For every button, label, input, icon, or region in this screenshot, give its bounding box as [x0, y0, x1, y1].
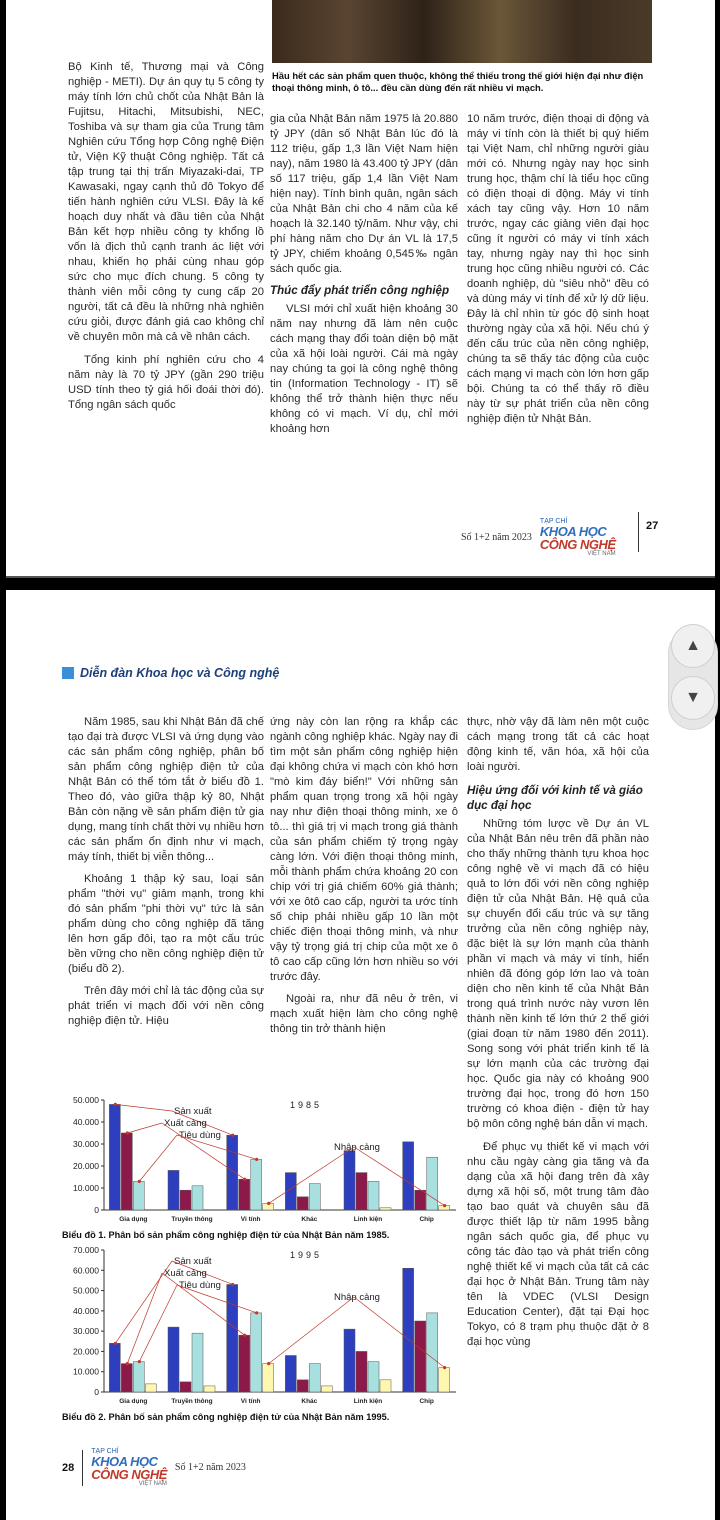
legend-pointer-dot — [114, 1103, 117, 1106]
article-photo — [272, 0, 652, 63]
paragraph: gia của Nhật Bản năm 1975 là 20.880 tỷ JPY (dân số Nhật Bản lúc đó là 112 triệu, gấp 1,3 lần Việt Nam hiện nay), năm 1980 là 43.400 tỷ JPY (dân số 117 triệu, gấp 1,4 lần Việt Nam hiện nay). Tính bình quân, ngân sách của Nhật Bản chi cho 4 năm của kế hoạch là 32.140 tỷ/năm. Như vậy, chi phí hàng năm cho Dự án VL là 17,5 tỷ JPY, chiếm khoảng 0,545‰ ngân sách quốc gia. — [270, 113, 458, 275]
y-tick-label: 0 — [94, 1387, 99, 1397]
x-tick-label: Linh kiện — [353, 1216, 383, 1223]
bar-tiêu-dùng — [251, 1313, 262, 1392]
bar-sản-xuất — [227, 1135, 238, 1210]
legend-pointer-dot — [126, 1362, 129, 1365]
page27-footer — [461, 518, 616, 557]
bar-tiêu-dùng — [133, 1362, 144, 1392]
issue-label: Số 1+2 năm 2023 — [174, 1462, 246, 1473]
bar-sản-xuất — [109, 1343, 120, 1392]
legend-pointer-dot — [138, 1360, 141, 1363]
bar-tiêu-dùng — [309, 1184, 320, 1210]
y-tick-label: 20.000 — [73, 1161, 99, 1171]
legend-label: Tiêu dùng — [179, 1280, 221, 1291]
section-heading: Thúc đẩy phát triển công nghiệp — [270, 284, 450, 297]
legend-label: Nhập cảng — [334, 1292, 380, 1303]
page27-column-1 — [68, 60, 264, 413]
legend-pointer-dot — [267, 1202, 270, 1205]
chart-title: 1995 — [290, 1250, 323, 1260]
legend-label: Nhập cảng — [334, 1142, 380, 1153]
y-tick-label: 30.000 — [73, 1139, 99, 1149]
x-tick-label: Chip — [419, 1216, 434, 1223]
logo-top: TẠP CHÍ — [539, 518, 568, 525]
x-tick-label: Khác — [301, 1216, 318, 1223]
legend-pointer-dot — [231, 1283, 234, 1286]
y-tick-label: 50.000 — [73, 1095, 99, 1105]
legend-label: Sản xuất — [174, 1106, 212, 1117]
legend-pointer-dot — [114, 1342, 117, 1345]
bar-xuất-cảng — [239, 1179, 250, 1210]
bar-xuất-cảng — [415, 1190, 426, 1210]
bar-xuất-cảng — [297, 1380, 308, 1392]
legend-label: Tiêu dùng — [179, 1130, 221, 1141]
y-tick-label: 0 — [94, 1205, 99, 1215]
legend-pointer-dot — [255, 1158, 258, 1161]
paragraph: thực, nhờ vậy đã làm nên một cuộc cách mạng trong tất cả các hoạt động kinh tế, văn hóa, xã hội của loài người. — [467, 716, 649, 773]
logo-line2: CÔNG NGHỆ — [91, 1467, 167, 1482]
legend-pointer-dot — [267, 1362, 270, 1365]
y-tick-label: 40.000 — [73, 1305, 99, 1316]
y-tick-label: 70.000 — [73, 1245, 99, 1255]
bar-tiêu-dùng — [427, 1313, 438, 1392]
x-tick-label: Vi tính — [240, 1216, 261, 1223]
bar-nhập-cảng — [439, 1368, 450, 1392]
page-27 — [6, 0, 715, 578]
bar-tiêu-dùng — [251, 1159, 262, 1210]
bar-tiêu-dùng — [368, 1362, 379, 1392]
paragraph: ứng này còn lan rộng ra khắp các ngành công nghiệp khác. Ngày nay đi tìm một sản phẩm công nghiệp hiện đại không chứa vi mạch còn khó hơn "mò kim đáy biển!" Với những sản phẩm quan trọng trong xã hội ngày nay như điện thoại thông minh, xe ô tô... thì giá trị vi mạch trong giá thành của sản phẩm chiếm tỷ trọng ngày càng lớn. Với điện thoại thông minh, mỗi thành phẩm chứa khoảng 20 con chip với trị giá chiếm 60% giá thành; với xe ôtô cao cấp, người ta ước tính số chip phải nhiều gấp 10 lần một chiếc điện thoại thông minh, và như vậy tỷ trọng giá trị chip của một xe ô tô cao cấp cũng lớn hơn nhiều so với trước đây. — [270, 716, 458, 983]
x-tick-label: Truyền thông — [171, 1398, 213, 1405]
paragraph: Năm 1985, sau khi Nhật Bản đã chế tạo đại trà được VLSI và ứng dụng vào các sản phẩm công nghiệp, phân bố sản phẩm công nghiệp điện tử của Nhật Bản có thể tóm tắt ở biểu đồ 1. Theo đó, vào giữa thập kỷ 80, Nhật Bản còn nặng về sản phẩm điện tử gia dụng, mang tính chất thời vụ nhiều hơn các sản phẩm ổn định như vi mạch, máy tính, thiết bị viễn thông... — [68, 716, 264, 863]
magazine-logo — [540, 518, 616, 557]
section-title: Diễn đàn Khoa học và Công nghệ — [80, 666, 280, 680]
magazine-logo — [91, 1448, 167, 1487]
paragraph: Ngoài ra, như đã nêu ở trên, vi mạch xuất hiện làm cho công nghệ thông tin trở thành hiện — [270, 993, 458, 1035]
legend-pointer — [115, 1104, 172, 1111]
page27-column-3 — [467, 112, 649, 427]
page28-footer — [62, 1448, 246, 1487]
paragraph: VLSI mới chỉ xuất hiện khoảng 30 năm nay nhưng đã làm nên cuộc cách mạng thay đổi toàn diện bộ mặt của xã hội loài người. Cái mà ngày nay chúng ta gọi là công nghệ thông tin (Information Technology - IT) sẽ không thể trở thành hiện thực nếu không có vi mạch. Ví dụ, chỉ mới khoảng hơn — [270, 303, 458, 435]
legend-pointer-dot — [126, 1131, 129, 1134]
chart-2-caption: Biểu đồ 2. Phân bố sản phẩm công nghiệp điện tử của Nhật Bản năm 1995. — [62, 1412, 390, 1422]
page-28 — [6, 590, 715, 1520]
legend-label: Xuất cảng — [164, 1118, 207, 1129]
section-heading: Hiệu ứng đối với kinh tế và giáo dục đại học — [467, 784, 643, 812]
scroll-down-button[interactable] — [671, 676, 715, 720]
chart-title: 1985 — [290, 1100, 323, 1110]
bar-sản-xuất — [227, 1284, 238, 1392]
bar-tiêu-dùng — [192, 1186, 203, 1210]
paragraph: Để phục vụ thiết kế vi mạch với nhu cầu ngày càng gia tăng và đa dạng của xã hội đang trên đà xây dựng xã hội số, một trung tâm đào tạo bao quát và chuyên sâu đã được thiết lập từ năm 1995 bằng ngân sách quốc gia, để phục vụ công tác đào tạo và phát triển công nghệ thiết kế vi mạch của tất cả các đại học ở Nhật Bản. Trung tâm này tên là VDEC (VLSI Design Education Center), đặt tại Đại học Tokyo, có 8 trạm phụ thuộc đặt ở 8 đại học vùng — [467, 1141, 649, 1348]
bar-nhập-cảng — [204, 1386, 215, 1392]
page27-column-2 — [270, 112, 458, 437]
bar-xuất-cảng — [180, 1190, 191, 1210]
bar-nhập-cảng — [145, 1384, 156, 1392]
y-tick-label: 10.000 — [73, 1183, 99, 1193]
legend-pointer-dot — [243, 1334, 246, 1337]
bar-xuất-cảng — [415, 1321, 426, 1392]
page28-column-2 — [270, 715, 458, 1037]
photo-caption: Hầu hết các sản phẩm quen thuộc, không thể thiếu trong thế giới hiện đại như điện thoại thông minh, ô tô... đều cần dùng đến rất nhiều vi mạch. — [272, 70, 644, 93]
section-header — [62, 666, 279, 680]
paragraph: Những tóm lược về Dự án VL của Nhật Bản nêu trên đã phần nào cho thấy những thành tựu khoa học công nghệ về vi mạch đã có hiệu quả to lớn đối với nền công nghiệp điện tử của Nhật Bản. Hệ quả của sự chuyển đổi cấu trúc và sự tăng trưởng của nền công nghiệp này, đặc biệt là sự lớn mạnh của thành phần vi mạch và máy vi tính, hiển nhiên đã đóng góp lớn lao và toàn diện cho nền kinh tế của Nhật Bản trong quá trình nước này vươn lên thành nền kinh tế lớn thứ 2 thế giới (giai đoạn từ năm 1980 đến 2011). Song song với phát triển kinh tế là sự lớn mạnh của các trường đại học. Quốc gia này có khoảng 900 trường đại học, trong đó hơn 150 trường có khoa điện - điện tử hay bộ môn công nghệ bán dẫn vi mạch. — [467, 818, 649, 1130]
bar-tiêu-dùng — [368, 1181, 379, 1210]
bar-tiêu-dùng — [192, 1333, 203, 1392]
paragraph: 10 năm trước, điện thoại di động và máy vi tính còn là thiết bị quý hiếm tại Việt Nam, chỉ những người giàu mới có. Nhưng ngày nay học sinh trung học, thậm chí là tiểu học cũng có điện thoại di động. Máy vi tính xách tay cũng vậy. Hơn 10 năm trước, ngay các giảng viên đại học cũng ít người có máy vi tính xách tay, nhưng ngày nay thì học sinh trung học cũng nhiều người có. Các doanh nghiệp, dù "siêu nhỏ" đều có và dùng máy vi tính để xử lý dữ liệu. Đây là chỉ nhìn từ góc độ sinh hoạt thường ngày của xã hội. Nếu chú ý đến cấu trúc của nền công nghiệp, chúng ta sẽ thấy tác động của cuộc cách mạng vi mạch còn lớn hơn gấp bội. Chúng ta có thể thấy rõ điều này từ sự phát triển của nền công nghiệp điện tử Nhật Bản. — [467, 113, 649, 425]
x-tick-label: Chip — [419, 1398, 434, 1405]
bar-sản-xuất — [344, 1151, 355, 1210]
x-tick-label: Gia dụng — [119, 1398, 148, 1405]
bar-sản-xuất — [168, 1170, 179, 1210]
bar-sản-xuất — [168, 1327, 179, 1392]
legend-pointer-dot — [443, 1204, 446, 1207]
x-tick-label: Truyền thông — [171, 1216, 213, 1223]
legend-label: Xuất cảng — [164, 1268, 207, 1279]
bar-nhập-cảng — [380, 1208, 391, 1210]
bar-xuất-cảng — [239, 1335, 250, 1392]
paragraph: Trên đây mới chỉ là tác động của sự phát triển vi mạch đối với nền công nghiệp điện tử. Hiệu — [68, 985, 264, 1027]
bar-xuất-cảng — [356, 1173, 367, 1210]
legend-pointer-dot — [255, 1311, 258, 1314]
y-tick-label: 10.000 — [73, 1366, 99, 1377]
bar-sản-xuất — [285, 1355, 296, 1392]
logo-line1: KHOA HỌC — [91, 1454, 158, 1469]
page28-column-1 — [68, 715, 264, 1029]
paragraph: Bộ Kinh tế, Thương mại và Công nghiệp - METI). Dự án quy tụ 5 công ty máy tính lớn chủ chốt của Nhật Bản là Fujitsu, Hitachi, Mitsubishi, NEC, Toshiba và sự tham gia của Trung tâm Nghiên cứu Tổng hợp Công nghệ Điện tử, Viện Kỹ thuật Công nghiệp. Tất cả tập trung tại thị trấn Miyazaki-dai, TP Kawasaki, ngay cạnh thủ đô Tokyo để tiến hành nghiên cứu VLSI. Đây là kế hoạch duy nhất và đầu tiên của Nhật Bản kết hợp nhiều công ty khổng lồ vốn là địch thủ cạnh tranh ác liệt với nhau, khiến họ phải cùng nhau góp sức cho mục đích chung. 5 công ty thành viên mỗi công ty cung cấp 20 người, tất cả đều là những nhà nghiên cứu giỏi, được đánh giá cao không chỉ về chuyên môn mà cả về nhân cách. — [68, 61, 264, 343]
legend-pointer-dot — [231, 1134, 234, 1137]
bar-sản-xuất — [344, 1329, 355, 1392]
footer-divider — [638, 512, 639, 552]
logo-bottom: VIỆT NAM — [587, 551, 616, 557]
paragraph: Tổng kinh phí nghiên cứu cho 4 năm này là 70 tỷ JPY (gần 290 triệu USD tính theo tỷ giá hối đoái thời đó). Tổng ngân sách quốc — [68, 354, 264, 411]
page-number: 27 — [646, 520, 659, 532]
x-tick-label: Gia dụng — [119, 1216, 148, 1223]
footer-divider — [82, 1450, 83, 1486]
bar-tiêu-dùng — [309, 1364, 320, 1392]
chart-1985 — [58, 1092, 462, 1228]
legend-label: Sản xuất — [174, 1256, 212, 1267]
bar-xuất-cảng — [121, 1133, 132, 1210]
logo-line2: CÔNG NGHỆ — [539, 537, 616, 552]
bar-xuất-cảng — [356, 1351, 367, 1392]
legend-pointer-dot — [443, 1366, 446, 1369]
bar-nhập-cảng — [380, 1380, 391, 1392]
bar-tiêu-dùng — [427, 1157, 438, 1210]
bar-nhập-cảng — [321, 1386, 332, 1392]
x-tick-label: Vi tính — [240, 1398, 261, 1405]
bar-tiêu-dùng — [133, 1181, 144, 1210]
bar-sản-xuất — [403, 1268, 414, 1392]
y-tick-label: 40.000 — [73, 1117, 99, 1127]
logo-line1: KHOA HỌC — [539, 524, 607, 539]
issue-label: Số 1+2 năm 2023 — [461, 532, 532, 543]
bar-xuất-cảng — [180, 1382, 191, 1392]
chart-1995 — [58, 1242, 462, 1410]
legend-pointer-dot — [243, 1178, 246, 1181]
bar-nhập-cảng — [263, 1364, 274, 1392]
legend-pointer — [269, 1297, 354, 1364]
paragraph: Khoảng 1 thập kỷ sau, loại sản phẩm "thời vụ" giảm mạnh, trong khi đó sản phẩm "phi thời vụ" tức là sản phẩm dùng cho công nghiệp đã tăng lên hơn gấp đôi, tạo ra một cấu trúc bền vững cho nền công nghiệp điện tử (biểu đồ 2). — [68, 873, 264, 975]
bar-xuất-cảng — [121, 1364, 132, 1392]
chevron-up-icon: ▲ — [685, 637, 701, 654]
chart-1-caption: Biểu đồ 1. Phân bố sản phẩm công nghiệp điện tử của Nhật Bản năm 1985. — [62, 1230, 390, 1240]
page-number: 28 — [62, 1461, 75, 1474]
logo-bottom: VIỆT NAM — [138, 1481, 167, 1487]
legend-pointer — [127, 1123, 162, 1133]
y-tick-label: 30.000 — [73, 1326, 99, 1337]
scroll-up-button[interactable] — [671, 624, 715, 668]
y-tick-label: 20.000 — [73, 1346, 99, 1357]
bar-xuất-cảng — [297, 1197, 308, 1210]
chevron-down-icon: ▼ — [685, 689, 701, 706]
x-tick-label: Khác — [301, 1398, 318, 1405]
section-square-icon — [62, 667, 74, 679]
page28-column-3 — [467, 715, 649, 1350]
y-tick-label: 50.000 — [73, 1285, 99, 1296]
legend-pointer-dot — [138, 1180, 141, 1183]
bar-sản-xuất — [109, 1104, 120, 1210]
bar-sản-xuất — [403, 1142, 414, 1210]
logo-top: TẠP CHÍ — [91, 1448, 119, 1455]
x-tick-label: Linh kiện — [353, 1398, 383, 1405]
y-tick-label: 60.000 — [73, 1265, 99, 1276]
